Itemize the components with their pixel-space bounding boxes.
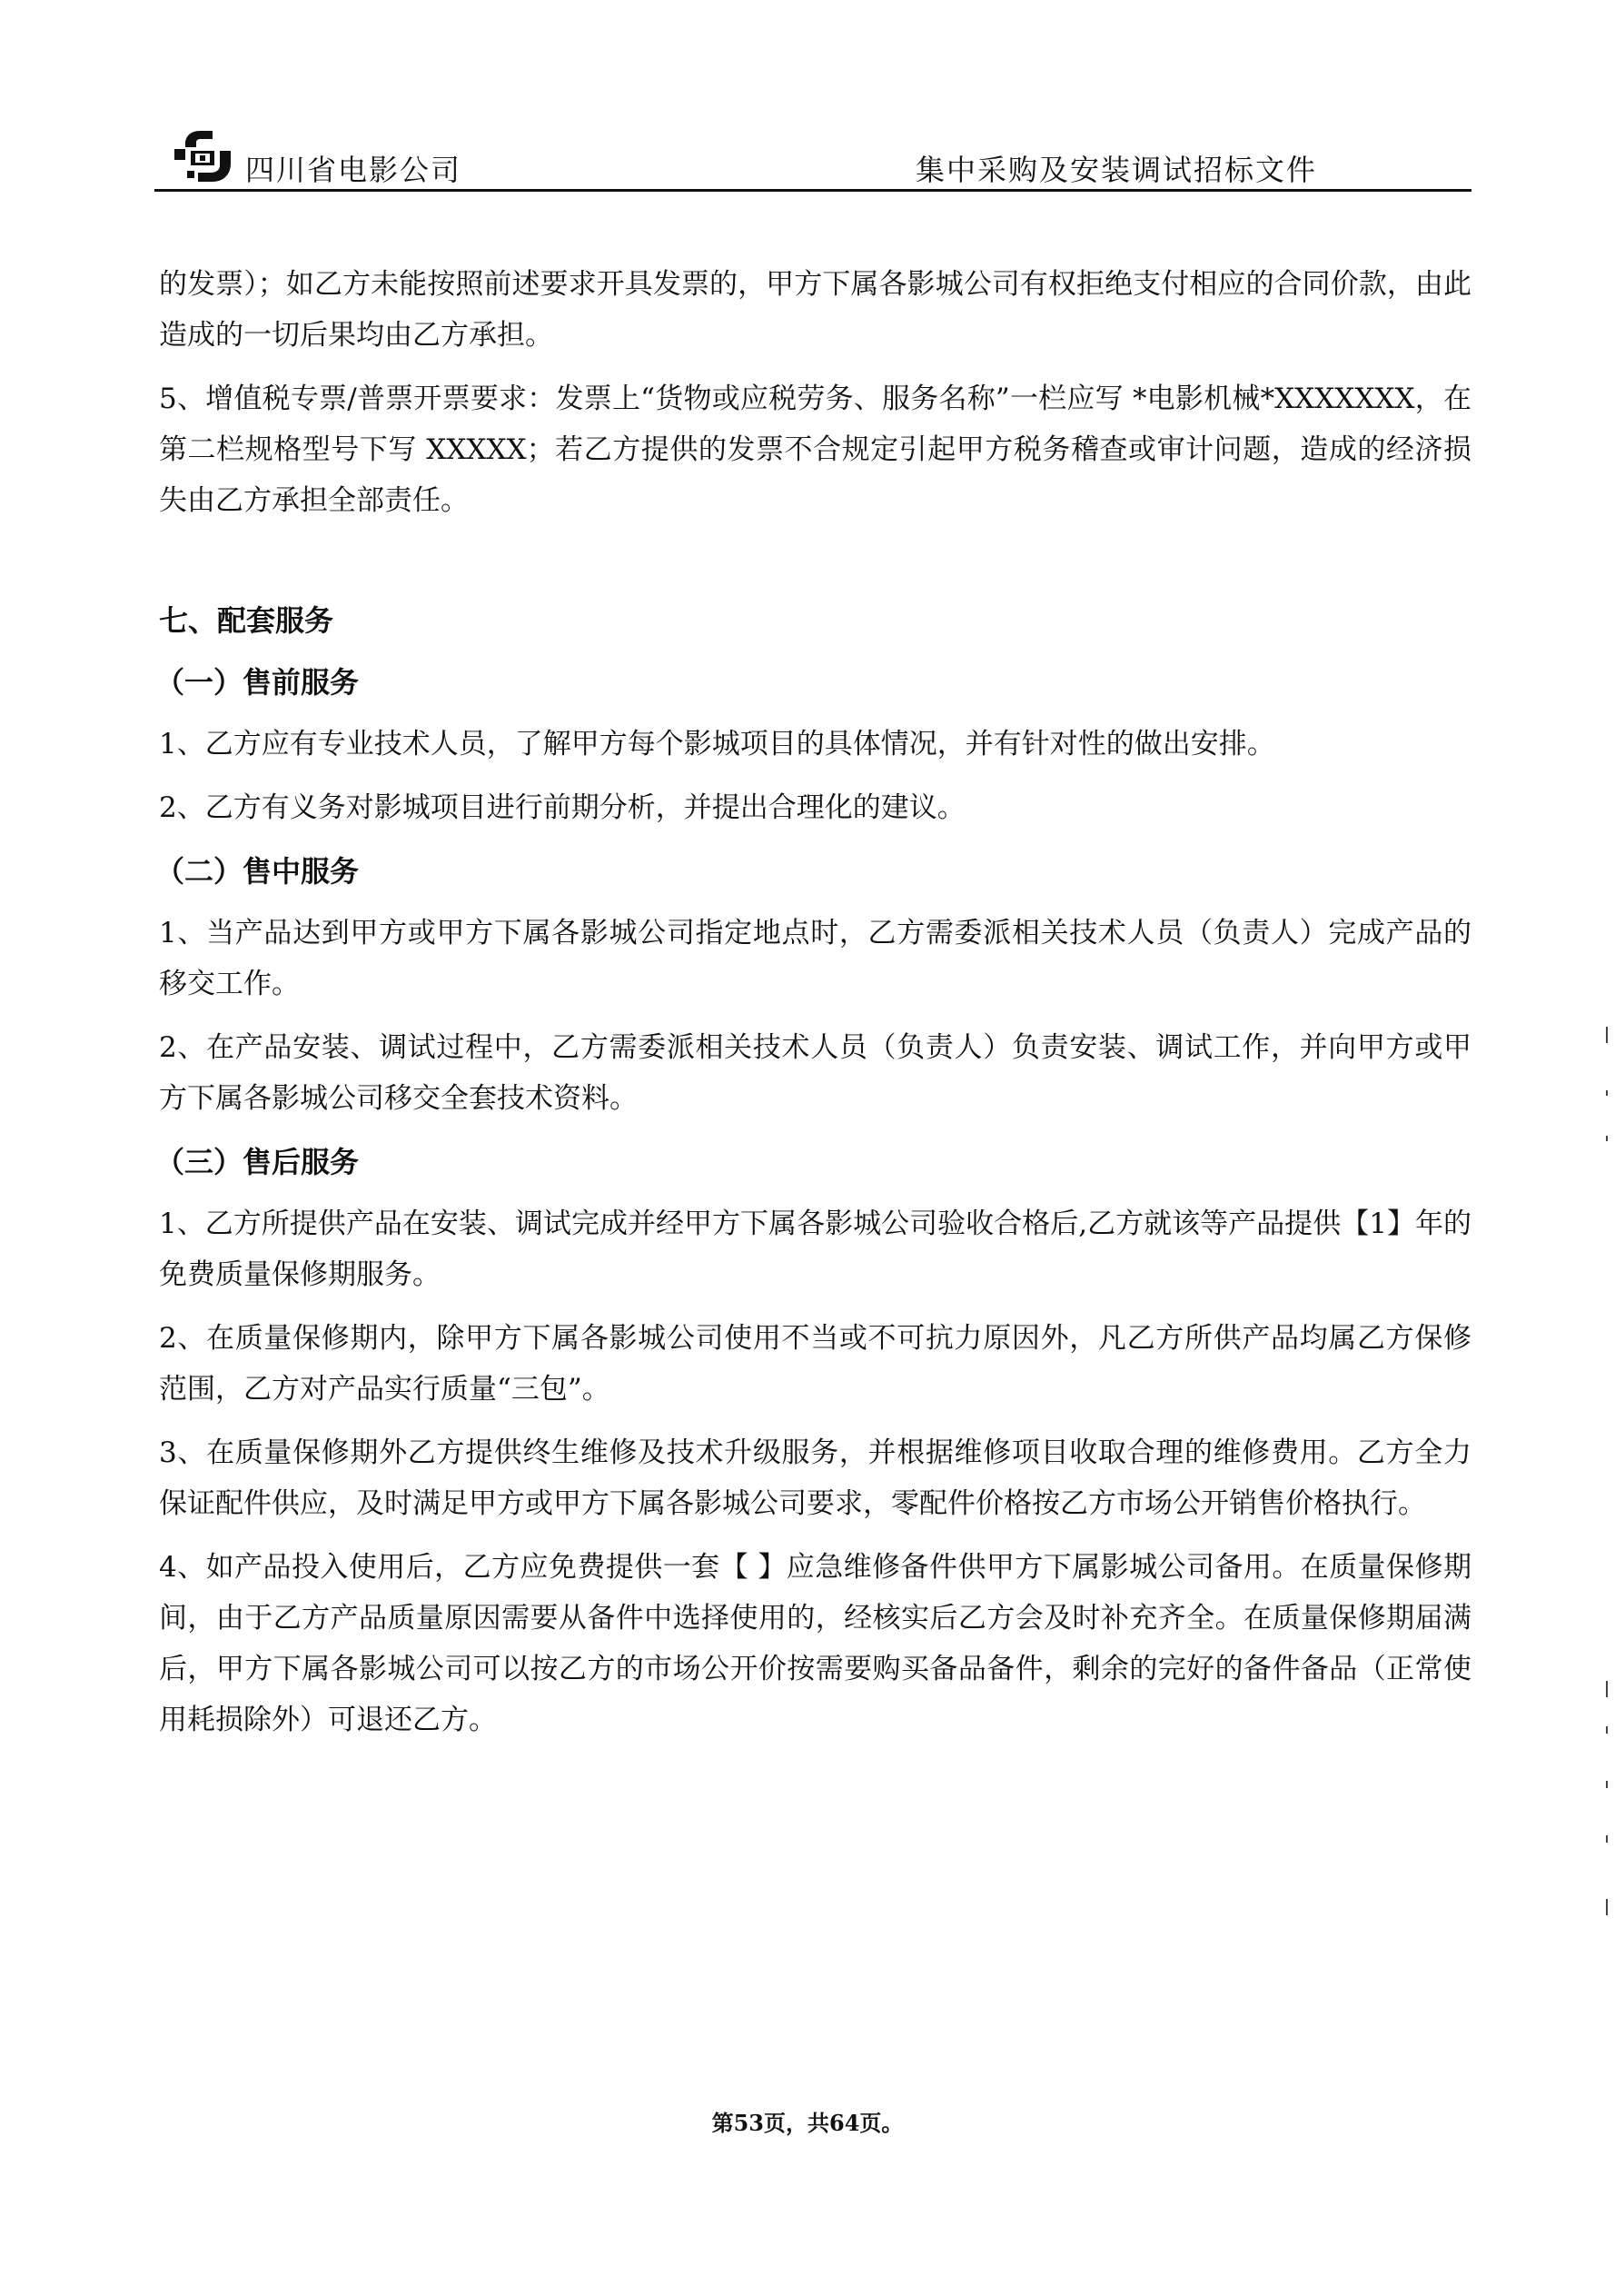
in-sale-item-1: 1、当产品达到甲方或甲方下属各影城公司指定地点时，乙方需委派相关技术人员（负责人）完成产品的移交工作。 <box>159 917 1471 1000</box>
header-divider <box>154 189 1471 192</box>
in-sale-item-2: 2、在产品安装、调试过程中，乙方需委派相关技术人员（负责人）负责安装、调试工作，并向甲方或甲方下属各影城公司移交全套技术资料。 <box>159 1031 1471 1115</box>
section-heading-supporting-services: 七、配套服务 <box>159 603 334 638</box>
pre-sale-item-2: 2、乙方有义务对影城项目进行前期分析，并提出合理化的建议。 <box>159 791 966 824</box>
document-body <box>155 259 1471 1758</box>
scan-edge-marks <box>1597 0 1615 2296</box>
after-sale-item-1: 1、乙方所提供产品在安装、调试完成并经甲方下属各影城公司验收合格后,乙方就该等产品提供【1】年的免费质量保修期服务。 <box>159 1208 1471 1291</box>
subheading-pre-sale: （一）售前服务 <box>155 665 360 700</box>
spacer <box>159 539 1471 595</box>
pre-sale-item-1: 1、乙方应有专业技术人员，了解甲方每个影城项目的具体情况，并有针对性的做出安排。 <box>159 728 1275 760</box>
page-header <box>154 127 1471 191</box>
subheading-in-sale: （二）售中服务 <box>155 854 360 889</box>
after-sale-item-3: 3、在质量保修期外乙方提供终生维修及技术升级服务，并根据维修项目收取合理的维修费用。乙方全力保证配件供应，及时满足甲方或甲方下属各影城公司要求，零配件价格按乙方市场公开销售价格执行。 <box>159 1436 1471 1520</box>
document-title: 集中采购及安装调试招标文件 <box>915 153 1317 187</box>
paragraph-invoice-requirements: 5、增值税专票/普票开票要求：发票上“货物或应税劳务、服务名称”一栏应写 *电影机械*XXXXXXX，在第二栏规格型号下写 XXXXX；若乙方提供的发票不合规定引起甲方税务稽查或审计问题，造成的经济损失由乙方承担全部责任。 <box>159 383 1471 517</box>
company-name: 四川省电影公司 <box>245 153 462 187</box>
paragraph-continued: 的发票）；如乙方未能按照前述要求开具发票的，甲方下属各影城公司有权拒绝支付相应的合同价款，由此造成的一切后果均由乙方承担。 <box>159 268 1471 352</box>
sichuan-film-company-logo-icon <box>173 127 234 187</box>
page-number: 第53页，共64页。 <box>711 2110 904 2136</box>
subheading-after-sale: （三）售后服务 <box>155 1145 360 1179</box>
after-sale-item-2: 2、在质量保修期内，除甲方下属各影城公司使用不当或不可抗力原因外，凡乙方所供产品均属乙方保修范围，乙方对产品实行质量“三包”。 <box>159 1322 1471 1406</box>
after-sale-item-4: 4、如产品投入使用后，乙方应免费提供一套【 】应急维修备件供甲方下属影城公司备用。在质量保修期间，由于乙方产品质量原因需要从备件中选择使用的，经核实后乙方会及时补充齐全。在质量保修期届满后，甲方下属各影城公司可以按乙方的市场公开价按需要购买备品备件，剩余的完好的备件备品（正常使用耗损除外）可退还乙方。 <box>159 1551 1471 1736</box>
